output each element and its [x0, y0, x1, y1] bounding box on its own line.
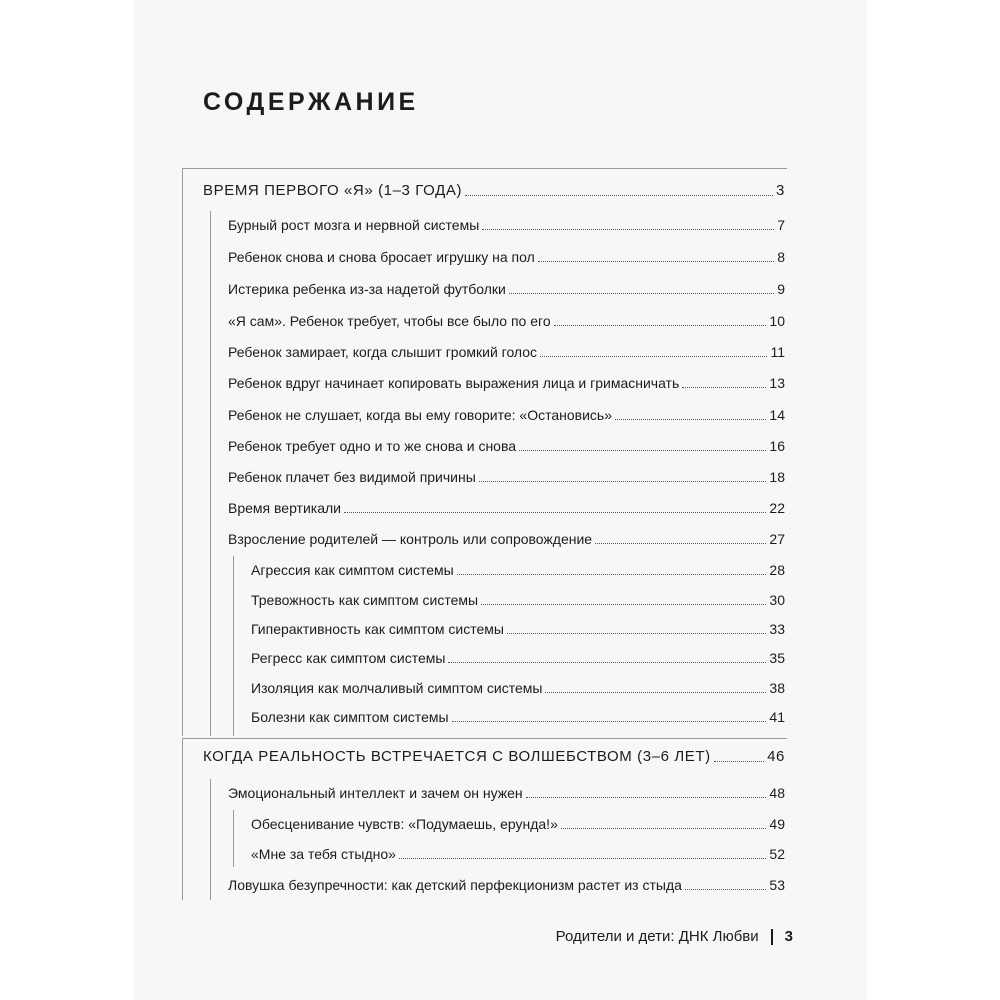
- dot-leader: [519, 449, 766, 451]
- subsubsection-rule-left: [233, 556, 234, 736]
- dot-leader: [465, 194, 773, 196]
- toc-section-entry[interactable]: КОГДА РЕАЛЬНОСТЬ ВСТРЕЧАЕТСЯ С ВОЛШЕБСТВОМ (3–6 ЛЕТ) 46: [203, 748, 785, 765]
- dot-leader: [595, 542, 766, 544]
- dot-leader: [448, 661, 766, 663]
- section-rule-top: [182, 738, 787, 739]
- dot-leader: [682, 386, 766, 388]
- page-number: 3: [784, 928, 793, 945]
- toc-entry[interactable]: Ребенок замирает, когда слышит громкий голос 11: [228, 344, 785, 360]
- toc-entry[interactable]: Ребенок плачет без видимой причины 18: [228, 469, 785, 485]
- toc-entry[interactable]: Изоляция как молчаливый симптом системы 38: [251, 680, 785, 696]
- dot-leader: [479, 480, 767, 482]
- toc-entry[interactable]: Истерика ребенка из-за надетой футболки 9: [228, 281, 785, 297]
- dot-leader: [538, 260, 774, 262]
- dot-leader: [545, 691, 766, 693]
- toc-entry[interactable]: Гиперактивность как симптом системы 33: [251, 621, 785, 637]
- section-rule-top: [182, 168, 787, 169]
- toc-entry[interactable]: Ребенок не слушает, когда вы ему говорите: «Остановись» 14: [228, 407, 785, 423]
- toc-entry[interactable]: Взросление родителей — контроль или сопровождение 27: [228, 531, 785, 547]
- dot-leader: [615, 418, 766, 420]
- section-rule-left: [182, 738, 183, 900]
- running-title: Родители и дети: ДНК Любви: [555, 928, 759, 945]
- toc-entry[interactable]: Агрессия как симптом системы 28: [251, 562, 785, 578]
- dot-leader: [554, 324, 767, 326]
- toc-entry[interactable]: «Мне за тебя стыдно» 52: [251, 846, 785, 862]
- dot-leader: [561, 827, 767, 829]
- page-title: СОДЕРЖАНИЕ: [203, 88, 419, 116]
- dot-leader: [457, 573, 767, 575]
- toc-entry[interactable]: Ребенок снова и снова бросает игрушку на пол 8: [228, 249, 785, 265]
- dot-leader: [399, 857, 766, 859]
- dot-leader: [685, 888, 767, 890]
- subsection-rule-left: [210, 779, 211, 900]
- toc-entry[interactable]: Эмоциональный интеллект и зачем он нужен 48: [228, 785, 785, 801]
- dot-leader: [344, 511, 766, 513]
- toc-entry[interactable]: Болезни как симптом системы 41: [251, 709, 785, 725]
- dot-leader: [482, 228, 774, 230]
- dot-leader: [452, 720, 767, 722]
- toc-entry[interactable]: Обесценивание чувств: «Подумаешь, ерунда!» 49: [251, 816, 785, 832]
- table-of-contents: [134, 0, 867, 1000]
- dot-leader: [714, 760, 764, 762]
- dot-leader: [526, 796, 767, 798]
- toc-entry[interactable]: Ловушка безупречности: как детский перфекционизм растет из стыда 53: [228, 877, 785, 893]
- subsubsection-rule-left: [233, 810, 234, 867]
- page-footer: [556, 928, 793, 945]
- toc-entry[interactable]: Тревожность как симптом системы 30: [251, 592, 785, 608]
- toc-section-entry[interactable]: ВРЕМЯ ПЕРВОГО «Я» (1–3 ГОДА) 3: [203, 182, 785, 199]
- footer-separator: [771, 929, 773, 945]
- dot-leader: [507, 632, 766, 634]
- toc-entry[interactable]: Время вертикали 22: [228, 500, 785, 516]
- toc-entry[interactable]: Ребенок требует одно и то же снова и снова 16: [228, 438, 785, 454]
- subsection-rule-left: [210, 211, 211, 736]
- toc-entry[interactable]: Регресс как симптом системы 35: [251, 650, 785, 666]
- dot-leader: [540, 355, 767, 357]
- dot-leader: [509, 292, 774, 294]
- dot-leader: [481, 603, 766, 605]
- toc-entry[interactable]: Бурный рост мозга и нервной системы 7: [228, 217, 785, 233]
- book-page: [134, 0, 867, 1000]
- toc-entry[interactable]: «Я сам». Ребенок требует, чтобы все было по его 10: [228, 313, 785, 329]
- section-rule-left: [182, 168, 183, 736]
- toc-entry[interactable]: Ребенок вдруг начинает копировать выражения лица и гримасничать 13: [228, 375, 785, 391]
